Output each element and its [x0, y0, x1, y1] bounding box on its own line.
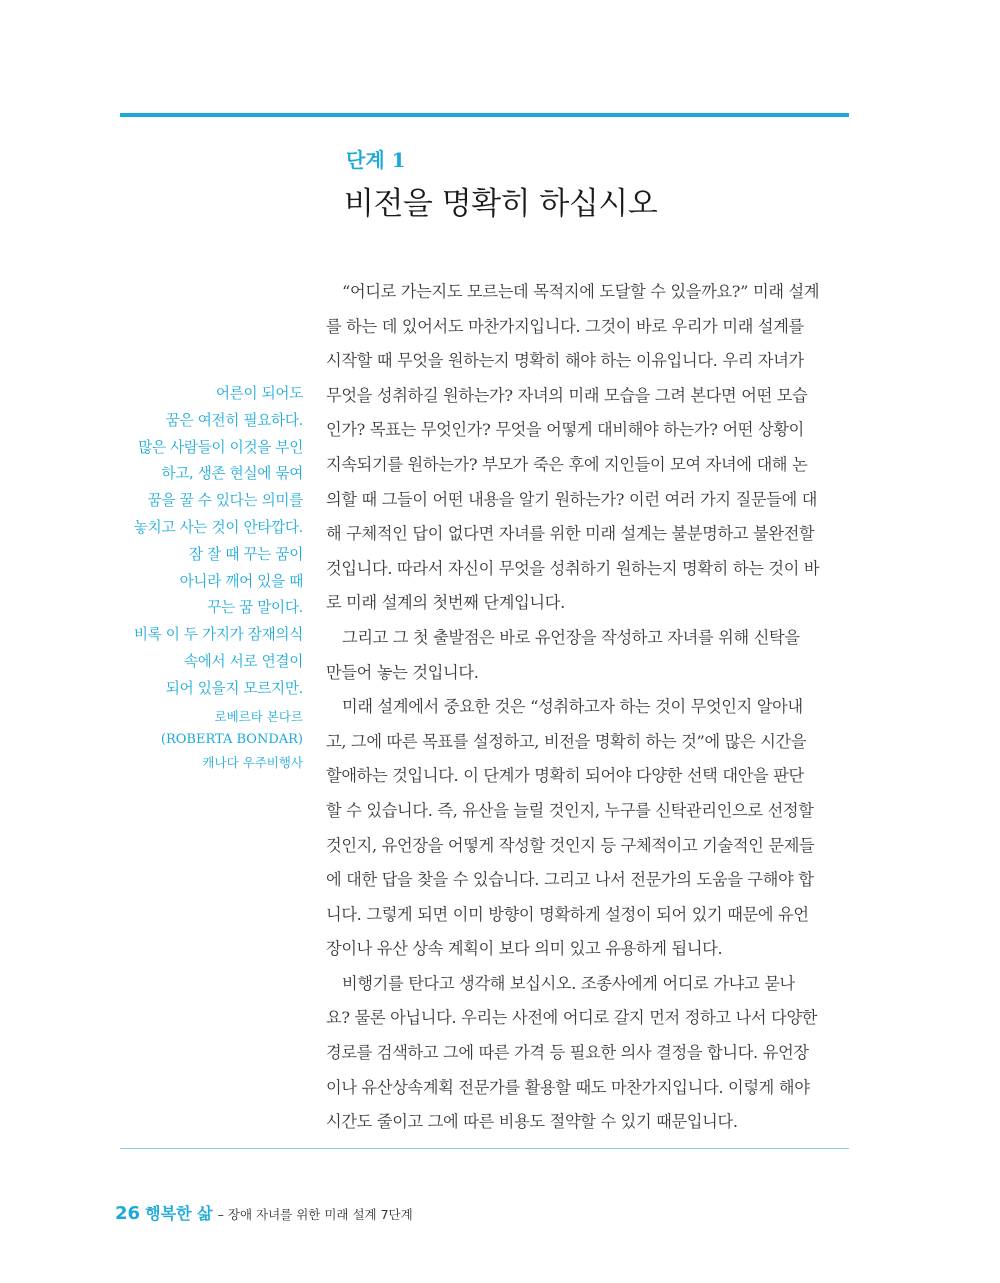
text-line: 해 구체적인 답이 없다면 자녀를 위한 미래 설계는 불분명하고 불완전할 — [326, 524, 815, 544]
quote-line: 놓치고 사는 것이 안타깝다. — [133, 518, 303, 536]
quote-line: 하고, 생존 현실에 묶여 — [161, 465, 303, 483]
quote-line: 꿈은 여전히 필요하다. — [165, 411, 303, 429]
text-line: 고, 그에 따른 목표를 설정하고, 비전을 명확히 하는 것”에 많은 시간을 — [326, 731, 807, 751]
paragraph — [326, 690, 849, 967]
book-title: 행복한 삶 — [145, 1204, 213, 1223]
text-line: 것입니다. 따라서 자신이 무엇을 성취하기 원하는지 명확히 하는 것이 바 — [326, 558, 820, 578]
book-subtitle: – 장애 자녀를 위한 미래 설계 7단계 — [217, 1207, 413, 1222]
text-line: 요? 물론 아닙니다. 우리는 사전에 어디로 갈지 먼저 정하고 나서 다양한 — [326, 1008, 818, 1028]
text-line: 로 미래 설계의 첫번째 단계입니다. — [326, 593, 565, 613]
text-line: 를 하는 데 있어서도 마찬가지입니다. 그것이 바로 우리가 미래 설계를 — [326, 316, 804, 336]
text-line: 시간도 줄이고 그에 따른 비용도 절약할 수 있기 때문입니다. — [326, 1112, 738, 1132]
step-label: 단계 1 — [346, 148, 406, 172]
text-line: 지속되기를 원하는가? 부모가 죽은 후에 지인들이 모여 자녀에 대해 논 — [326, 454, 808, 474]
text-line: 시작할 때 무엇을 원하는지 명확히 해야 하는 이유입니다. 우리 자녀가 — [326, 351, 804, 371]
sidebar-quote — [103, 381, 303, 774]
text-line: 그리고 그 첫 출발점은 바로 유언장을 작성하고 자녀를 위해 신탁을 — [342, 627, 800, 647]
quote-author-en: (ROBERTA BONDAR) — [160, 731, 303, 747]
text-line: 할 수 있습니다. 즉, 유산을 늘릴 것인지, 누구를 신탁관리인으로 선정할 — [326, 800, 814, 820]
body-text — [326, 275, 849, 1140]
quote-line: 꾸는 꿈 말이다. — [207, 599, 303, 617]
bottom-rule — [120, 1148, 849, 1149]
text-line: 무엇을 성취하길 원하는가? 자녀의 미래 모습을 그려 본다면 어떤 모습 — [326, 385, 808, 405]
text-line: 이나 유산상속계획 전문가를 활용할 때도 마찬가지입니다. 이렇게 해야 — [326, 1077, 810, 1097]
text-line: 할애하는 것입니다. 이 단계가 명확히 되어야 다양한 선택 대안을 판단 — [326, 766, 804, 786]
text-line: 것인지, 유언장을 어떻게 작성할 것인지 등 구체적이고 기술적인 문제들 — [326, 835, 815, 855]
quote-line: 많은 사람들이 이것을 부인 — [138, 438, 303, 456]
quote-line: 되어 있을지 모르지만. — [165, 679, 303, 697]
quote-author-ko: 로베르타 본다르 — [214, 708, 303, 724]
page-footer — [115, 1201, 413, 1224]
quote-line: 어른이 되어도 — [215, 385, 303, 402]
text-line: 니다. 그렇게 되면 이미 방향이 명확하게 설정이 되어 있기 때문에 유언 — [326, 904, 809, 924]
text-line: 의할 때 그들이 어떤 내용을 알기 원하는가? 이런 여러 가지 질문들에 대 — [326, 489, 818, 509]
quote-author-role: 캐나다 우주비행사 — [202, 754, 303, 770]
text-line: 비행기를 탄다고 생각해 보십시오. 조종사에게 어디로 가냐고 묻나 — [342, 973, 795, 993]
paragraph — [326, 621, 849, 690]
text-line: 인가? 목표는 무엇인가? 무엇을 어떻게 대비해야 하는가? 어떤 상황이 — [326, 420, 805, 440]
quote-line: 잠 잘 때 꾸는 꿈이 — [189, 545, 303, 563]
paragraph — [326, 275, 849, 621]
quote-line: 꿈을 꿀 수 있다는 의미를 — [147, 492, 303, 510]
paragraph — [326, 967, 849, 1140]
text-line: 만들어 놓는 것입니다. — [326, 662, 479, 682]
text-line: 에 대한 답을 찾을 수 있습니다. 그리고 나서 전문가의 도움을 구해야 합 — [326, 870, 814, 890]
quote-line: 아니라 깨어 있을 때 — [179, 572, 303, 590]
top-rule — [120, 113, 849, 117]
quote-line: 비록 이 두 가지가 잠재의식 — [133, 626, 303, 644]
text-line: 경로를 검색하고 그에 따른 가격 등 필요한 의사 결정을 합니다. 유언장 — [326, 1043, 809, 1063]
page-number: 26 — [115, 1203, 141, 1224]
text-line: 장이나 유산 상속 계획이 보다 의미 있고 유용하게 됩니다. — [326, 939, 723, 959]
page-title: 비전을 명확히 하십시오 — [344, 186, 658, 222]
text-line: “어디로 가는지도 모르는데 목적지에 도달할 수 있을까요?” 미래 설계 — [342, 282, 820, 301]
quote-line: 속에서 서로 연결이 — [183, 652, 303, 670]
text-line: 미래 설계에서 중요한 것은 “성취하고자 하는 것이 무엇인지 알아내 — [342, 697, 803, 717]
